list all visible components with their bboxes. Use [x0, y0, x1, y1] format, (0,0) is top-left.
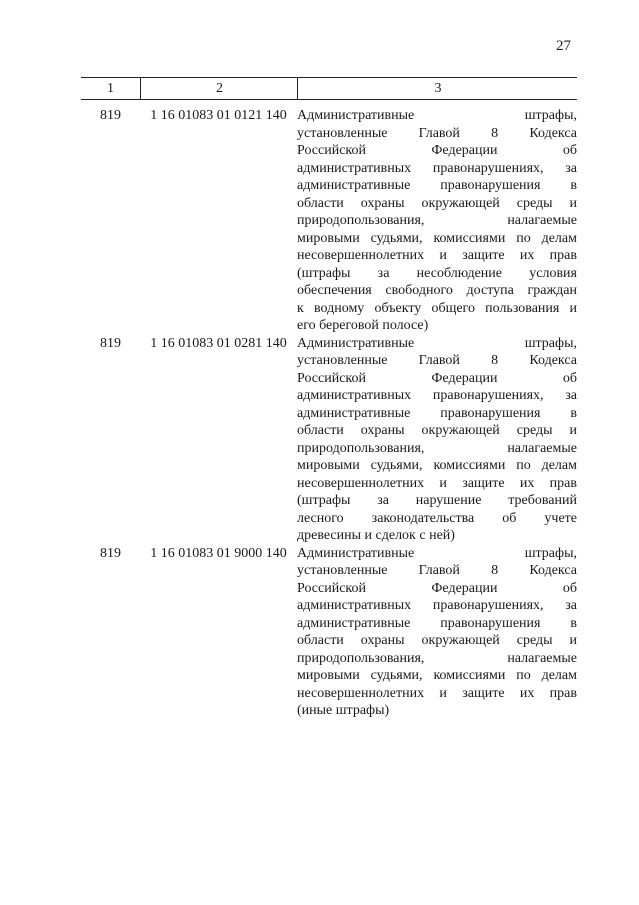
description-line: обеспечения свободного доступа граждан	[297, 283, 577, 298]
description-line: области охраны окружающей среды и	[297, 633, 577, 648]
admin-code: 819	[100, 335, 121, 351]
table-header	[81, 77, 577, 100]
description-line: древесины и сделок с ней)	[297, 528, 455, 543]
page-number: 27	[556, 38, 571, 54]
description-line: административных правонарушениях, за	[297, 598, 577, 613]
description-line: его береговой полосе)	[297, 318, 429, 333]
description-line: установленные Главой 8 Кодекса	[297, 563, 577, 578]
description-line: Российской Федерации об	[297, 370, 577, 386]
description-line: Российской Федерации об	[297, 580, 577, 596]
description-line: к водному объекту общего пользования и	[297, 300, 577, 316]
description-line: (штрафы за нарушение требований	[297, 493, 577, 508]
budget-classification-code: 1 16 01083 01 0281 140	[150, 335, 287, 351]
description-line: природопользования, налагаемые	[297, 650, 577, 666]
header-col-3: 3	[297, 78, 578, 99]
description-line: Административные штрафы,	[297, 108, 577, 123]
description-line: Административные штрафы,	[297, 545, 577, 561]
description-line: (штрафы за несоблюдение условия	[297, 265, 577, 281]
admin-code: 819	[100, 108, 121, 123]
revenue-description	[297, 335, 577, 545]
table-row	[81, 107, 577, 335]
description-line: мировыми судьями, комиссиями по делам	[297, 230, 577, 246]
description-line: лесного законодательства об учете	[297, 510, 577, 526]
revenue-description	[297, 545, 577, 720]
description-line: области охраны окружающей среды и	[297, 423, 577, 438]
description-line: Российской Федерации об	[297, 143, 577, 158]
description-line: мировыми судьями, комиссиями по делам	[297, 458, 577, 473]
description-line: административных правонарушениях, за	[297, 160, 577, 176]
description-line: (иные штрафы)	[297, 703, 390, 718]
table-row	[81, 545, 577, 720]
admin-code: 819	[100, 545, 121, 561]
description-line: административные правонарушения в	[297, 405, 577, 421]
description-line: несовершеннолетних и защите их прав	[297, 475, 577, 491]
description-line: несовершеннолетних и защите их прав	[297, 248, 577, 263]
revenue-description	[297, 107, 577, 335]
budget-classification-code: 1 16 01083 01 9000 140	[150, 545, 287, 561]
description-line: природопользования, налагаемые	[297, 440, 577, 456]
table-body	[81, 107, 577, 720]
header-col-2: 2	[140, 78, 298, 99]
budget-classification-code: 1 16 01083 01 0121 140	[150, 108, 287, 123]
description-line: административные правонарушения в	[297, 178, 577, 193]
description-line: административных правонарушениях, за	[297, 388, 577, 403]
table-row	[81, 335, 577, 545]
description-line: Административные штрафы,	[297, 335, 577, 351]
description-line: области охраны окружающей среды и	[297, 195, 577, 211]
description-line: несовершеннолетних и защите их прав	[297, 685, 577, 701]
description-line: административные правонарушения в	[297, 615, 577, 631]
header-col-1: 1	[107, 81, 114, 96]
description-line: мировыми судьями, комиссиями по делам	[297, 668, 577, 683]
description-line: установленные Главой 8 Кодекса	[297, 353, 577, 368]
description-line: природопользования, налагаемые	[297, 213, 577, 228]
description-line: установленные Главой 8 Кодекса	[297, 125, 577, 141]
